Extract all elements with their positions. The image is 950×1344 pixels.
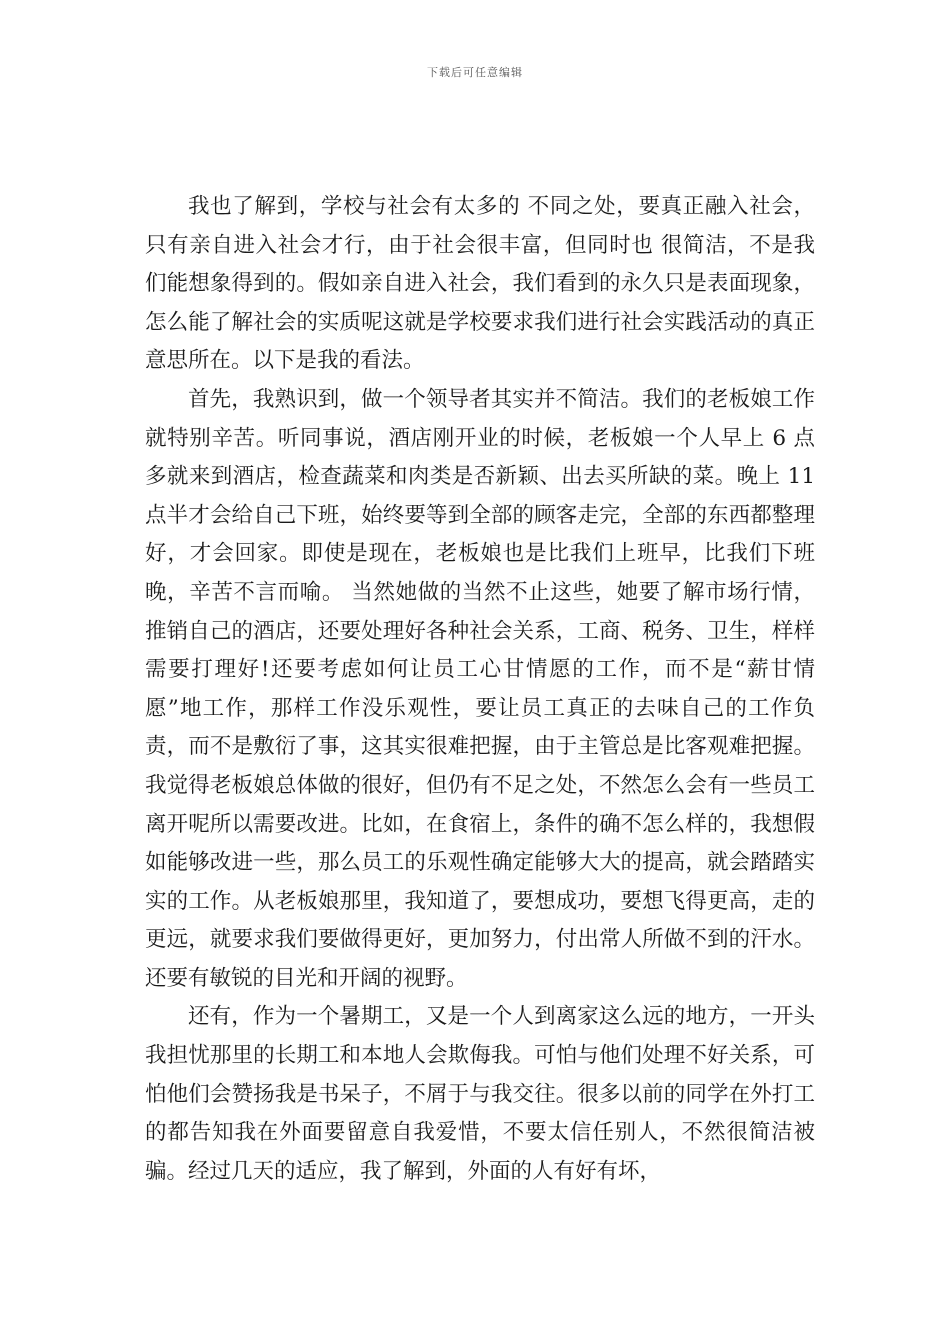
- paragraph-1: 我也了解到，学校与社会有太多的 不同之处，要真正融入社会，只有亲自进入社会才行，由于社会很丰富，但同时也 很简洁，不是我们能想象得到的。假如亲自进入社会，我们看到的永久只是表面现象，怎么能了解社会的实质呢这就是学校要求我们进行社会实践活动的真正意思所在。以下是我的看法。: [145, 194, 815, 374]
- document-body: [145, 188, 815, 1191]
- paragraph-2: 首先，我熟识到，做一个领导者其实并不简洁。我们的老板娘工作就特别辛苦。听同事说，酒店刚开业的时候，老板娘一个人早上 6 点多就来到酒店，检查蔬菜和肉类是否新颖、出去买所缺的菜。晚上 11 点半才会给自己下班，始终要等到全部的顾客走完，全部的东西都整理好，才会回家。即使是现在，老板娘也是比我们上班早，比我们下班晚，辛苦不言而喻。 当然她做的当然不止这些，她要了解市场行情，推销自己的酒店，还要处理好各种社会关系，工商、税务、卫生，样样需要打理好!还要考虑如何让员工心甘情愿的工作，而不是“薪甘情愿”地工作，那样工作没乐观性，要让员工真正的去味自己的工作负责，而不是敷衍了事，这其实很难把握，由于主管总是比客观难把握。我觉得老板娘总体做的很好，但仍有不足之处，不然怎么会有一些员工离开呢所以需要改进。比如，在食宿上，条件的确不怎么样的，我想假如能够改进一些，那么员工的乐观性确定能够大大的提高，就会踏踏实实的工作。从老板娘那里，我知道了，要想成功，要想飞得更高，走的更远，就要求我们要做得更好，更加努力，付出常人所做不到的汗水。还要有敏锐的目光和开阔的视野。: [145, 386, 815, 991]
- paragraph-3: 还有，作为一个暑期工，又是一个人到离家这么远的地方，一开头我担忧那里的长期工和本地人会欺侮我。可怕与他们处理不好关系，可怕他们会赞扬我是书呆子，不屑于与我交往。很多以前的同学在外打工的都告知我在外面要留意自我爱惜，不要太信任别人，不然很简洁被骗。经过几天的适应，我了解到，外面的人有好有坏，: [145, 1004, 815, 1184]
- page-header: 下载后可任意编辑: [427, 66, 523, 79]
